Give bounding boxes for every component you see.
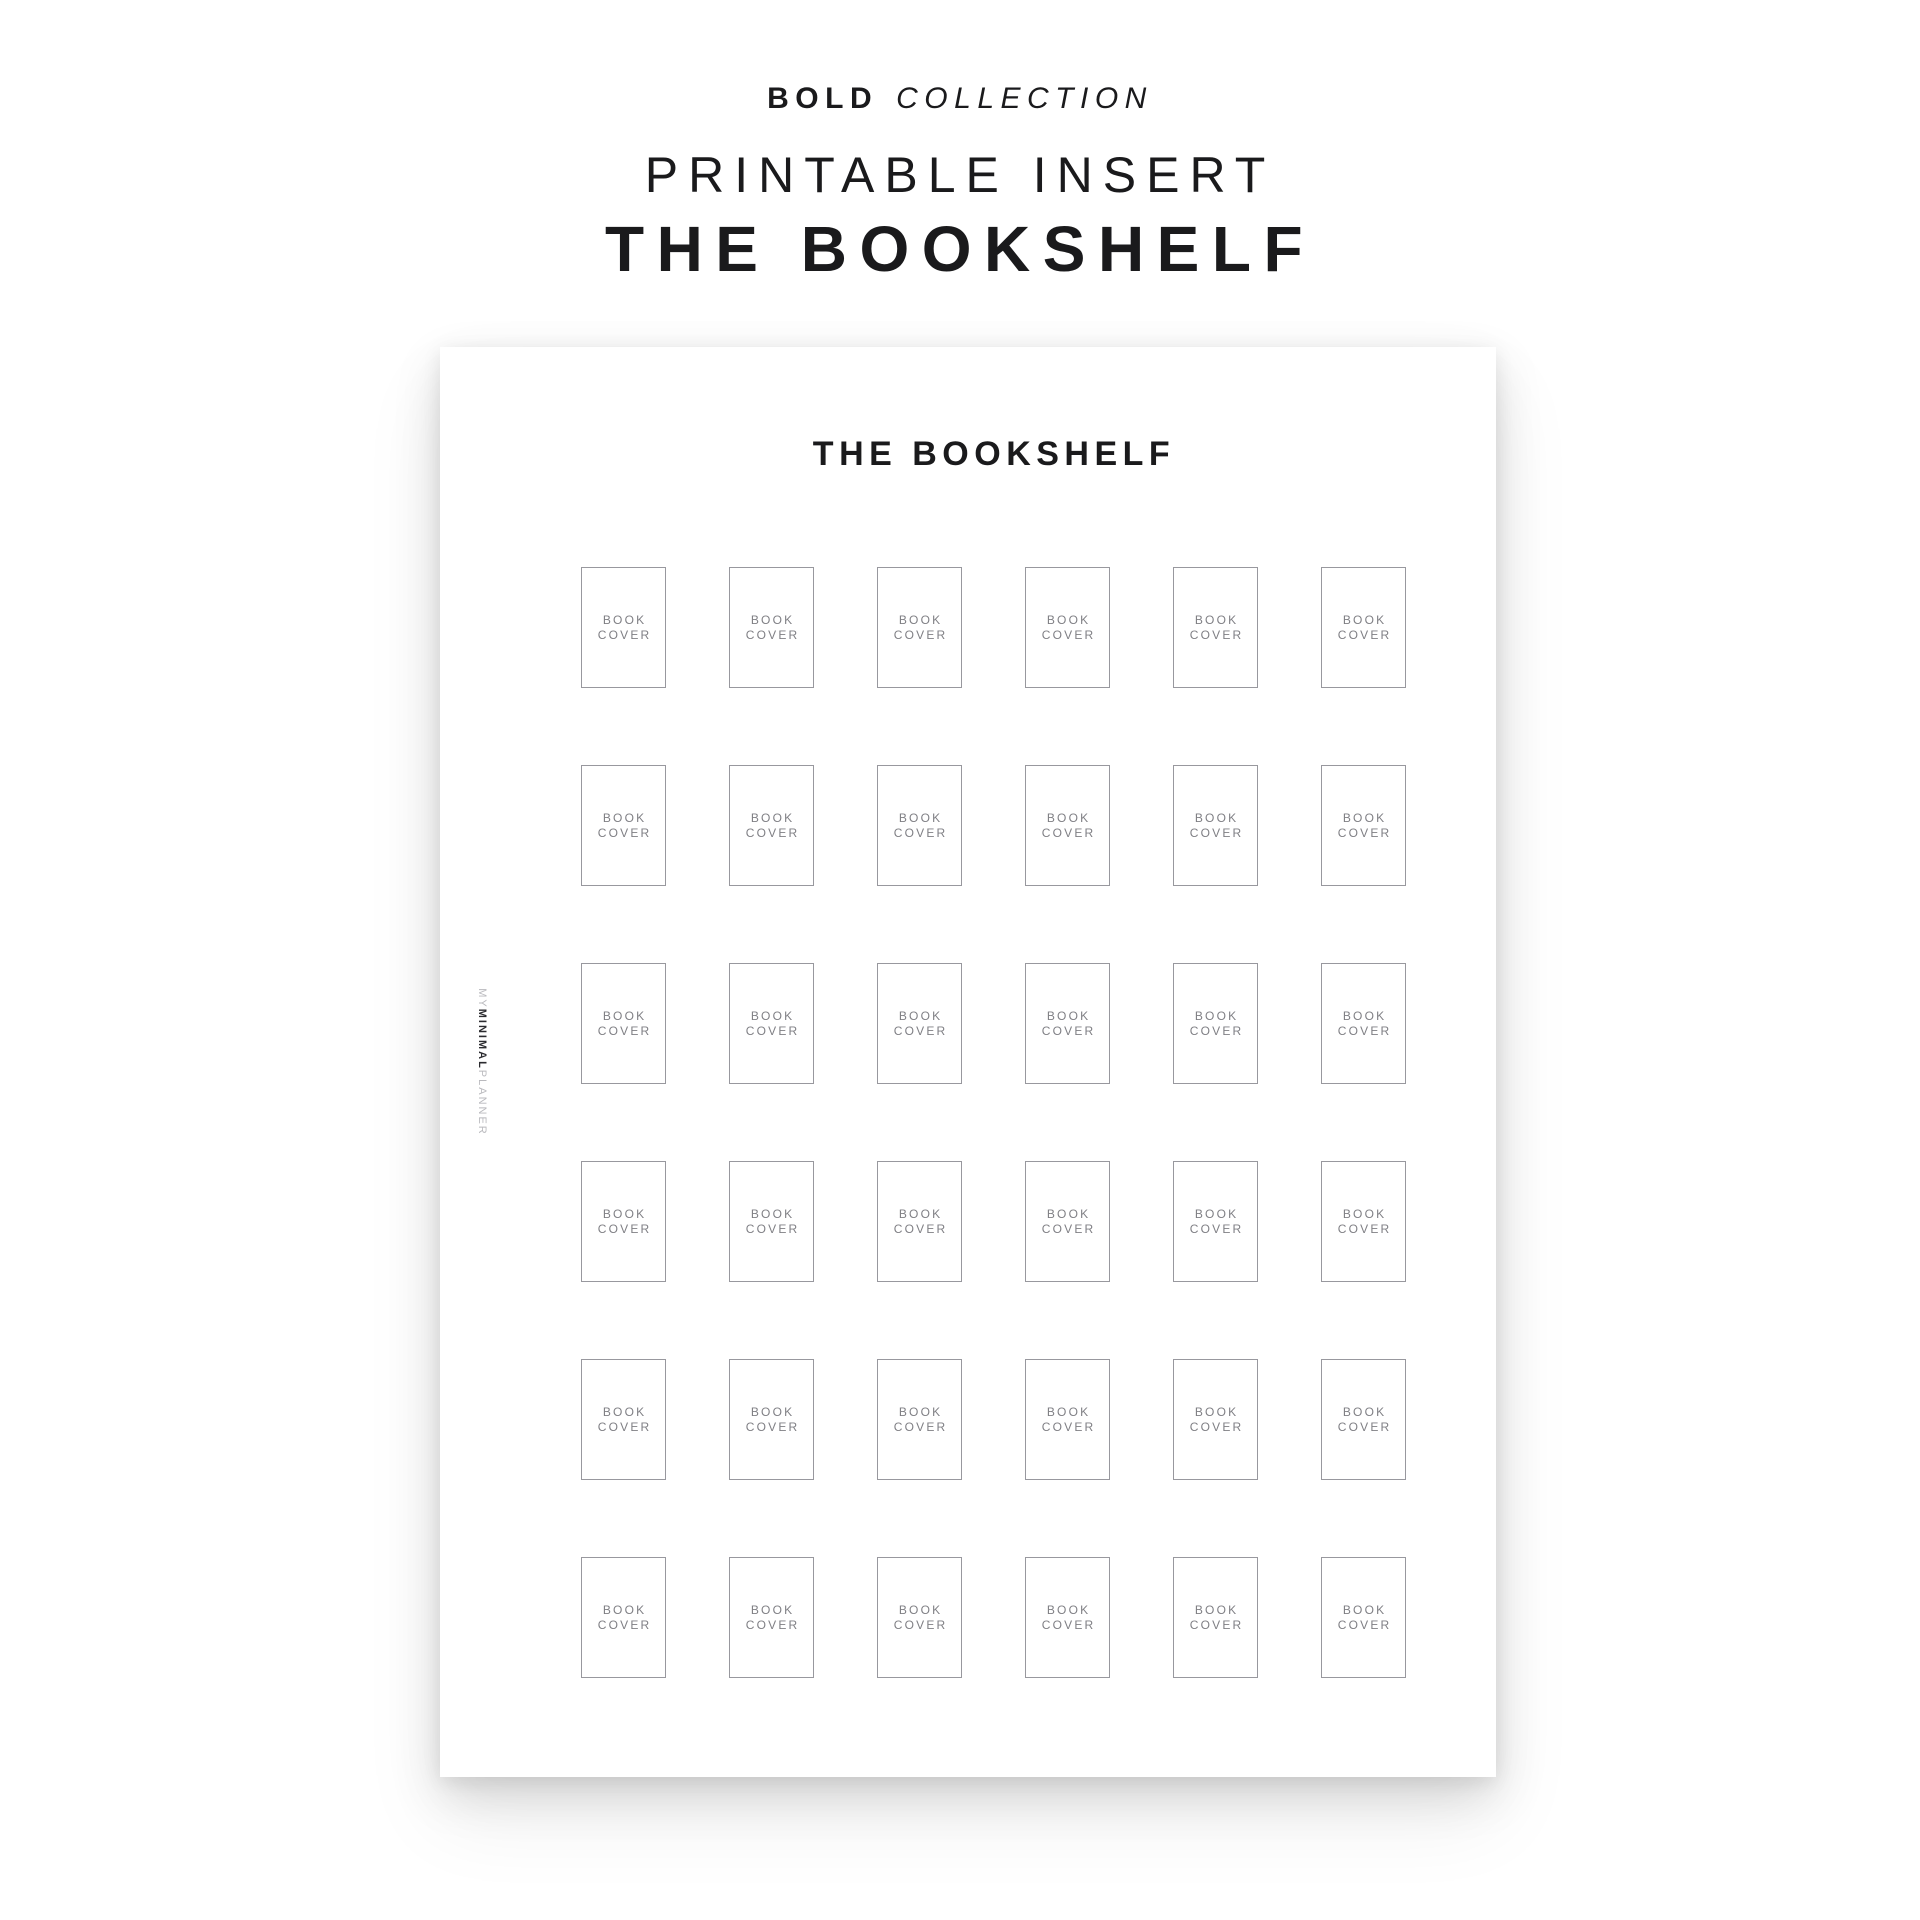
book-cover-slot — [1173, 1557, 1258, 1678]
book-cover-grid — [581, 567, 1406, 1678]
book-cover-slot — [877, 1557, 962, 1678]
book-cover-slot — [877, 963, 962, 1084]
book-cover-slot-label: COVER — [1337, 825, 1392, 840]
book-cover-slot-label: BOOK — [898, 810, 943, 825]
book-cover-slot — [1321, 567, 1406, 688]
book-cover-slot-label: COVER — [1337, 1023, 1392, 1038]
book-cover-slot-label: BOOK — [1342, 1008, 1387, 1023]
book-cover-slot-label: BOOK — [750, 810, 795, 825]
book-cover-slot — [1025, 1359, 1110, 1480]
book-cover-slot — [877, 1161, 962, 1282]
book-cover-slot-label: COVER — [745, 627, 800, 642]
book-cover-slot-label: BOOK — [898, 612, 943, 627]
book-cover-slot-label: BOOK — [1046, 810, 1091, 825]
book-cover-slot-label: BOOK — [1194, 1206, 1239, 1221]
book-cover-slot — [877, 1359, 962, 1480]
header-product-title: THE BOOKSHELF — [604, 213, 1316, 285]
book-cover-slot-label: COVER — [745, 1023, 800, 1038]
book-cover-slot-label: BOOK — [1046, 1206, 1091, 1221]
book-cover-slot-label: BOOK — [602, 1404, 647, 1419]
header-collection-line — [0, 82, 1920, 116]
book-cover-slot-label: COVER — [893, 825, 948, 840]
book-cover-slot-label: BOOK — [1046, 1008, 1091, 1023]
book-cover-slot-label: COVER — [1041, 627, 1096, 642]
book-cover-slot-label: COVER — [745, 1221, 800, 1236]
book-cover-slot — [729, 567, 814, 688]
book-cover-slot-label: BOOK — [1046, 612, 1091, 627]
book-cover-slot — [1173, 963, 1258, 1084]
book-cover-slot-label: BOOK — [1046, 1602, 1091, 1617]
book-cover-slot-label: COVER — [1041, 1221, 1096, 1236]
book-cover-slot — [581, 765, 666, 886]
book-cover-slot-label: COVER — [1041, 825, 1096, 840]
book-cover-slot — [1025, 1161, 1110, 1282]
book-cover-slot-label: COVER — [1337, 1221, 1392, 1236]
book-cover-slot-label: COVER — [1189, 1617, 1244, 1632]
book-cover-slot — [1173, 1161, 1258, 1282]
book-cover-slot-label: BOOK — [602, 810, 647, 825]
brand-watermark-middle: MINIMAL — [476, 1008, 488, 1070]
book-cover-slot — [581, 963, 666, 1084]
book-cover-slot — [877, 567, 962, 688]
book-cover-slot — [877, 765, 962, 886]
book-cover-slot-label: COVER — [1189, 825, 1244, 840]
printable-insert-page — [440, 347, 1496, 1777]
collection-name-bold: BOLD — [767, 82, 879, 115]
book-cover-slot — [1173, 765, 1258, 886]
book-cover-slot-label: BOOK — [1342, 810, 1387, 825]
book-cover-slot-label: BOOK — [898, 1404, 943, 1419]
book-cover-slot-label: COVER — [893, 1221, 948, 1236]
book-cover-slot-label: BOOK — [898, 1206, 943, 1221]
book-cover-slot-label: BOOK — [602, 612, 647, 627]
book-cover-slot-label: COVER — [893, 627, 948, 642]
book-cover-slot — [581, 1161, 666, 1282]
book-cover-slot-label: COVER — [1041, 1023, 1096, 1038]
book-cover-slot — [1321, 765, 1406, 886]
book-cover-slot — [1321, 963, 1406, 1084]
book-cover-slot-label: COVER — [1337, 627, 1392, 642]
book-cover-slot-label: COVER — [597, 1023, 652, 1038]
book-cover-slot-label: COVER — [597, 1221, 652, 1236]
book-cover-slot-label: COVER — [597, 1617, 652, 1632]
book-cover-slot — [1025, 963, 1110, 1084]
book-cover-slot-label: BOOK — [1046, 1404, 1091, 1419]
book-cover-slot-label: COVER — [597, 825, 652, 840]
book-cover-slot-label: BOOK — [1194, 1602, 1239, 1617]
page-title: THE BOOKSHELF — [812, 435, 1176, 473]
book-cover-slot-label: BOOK — [750, 1602, 795, 1617]
book-cover-slot-label: BOOK — [898, 1008, 943, 1023]
book-cover-slot-label: BOOK — [750, 1008, 795, 1023]
book-cover-slot-label: COVER — [745, 1419, 800, 1434]
book-cover-slot-label: COVER — [597, 627, 652, 642]
book-cover-slot — [581, 1557, 666, 1678]
book-cover-slot — [729, 1359, 814, 1480]
book-cover-slot — [1025, 567, 1110, 688]
book-cover-slot — [729, 963, 814, 1084]
header-subtitle: PRINTABLE INSERT — [644, 147, 1276, 203]
book-cover-slot-label: COVER — [1041, 1419, 1096, 1434]
book-cover-slot — [1321, 1161, 1406, 1282]
book-cover-slot-label: COVER — [1189, 1221, 1244, 1236]
book-cover-slot-label: BOOK — [1194, 1008, 1239, 1023]
book-cover-slot — [1173, 1359, 1258, 1480]
book-cover-slot-label: BOOK — [1194, 810, 1239, 825]
book-cover-slot-label: COVER — [1189, 1419, 1244, 1434]
brand-watermark-prefix: MY — [476, 988, 488, 1009]
book-cover-slot-label: BOOK — [602, 1206, 647, 1221]
book-cover-slot — [729, 1557, 814, 1678]
book-cover-slot — [581, 567, 666, 688]
book-cover-slot-label: COVER — [893, 1023, 948, 1038]
book-cover-slot-label: COVER — [1189, 627, 1244, 642]
book-cover-slot — [729, 765, 814, 886]
book-cover-slot-label: COVER — [1337, 1617, 1392, 1632]
book-cover-slot-label: BOOK — [1342, 1602, 1387, 1617]
book-cover-slot-label: COVER — [893, 1419, 948, 1434]
book-cover-slot-label: COVER — [745, 825, 800, 840]
book-cover-slot — [729, 1161, 814, 1282]
book-cover-slot — [1173, 567, 1258, 688]
book-cover-slot-label: COVER — [893, 1617, 948, 1632]
book-cover-slot-label: BOOK — [750, 1206, 795, 1221]
book-cover-slot-label: BOOK — [1194, 612, 1239, 627]
book-cover-slot-label: COVER — [1041, 1617, 1096, 1632]
book-cover-slot-label: BOOK — [1194, 1404, 1239, 1419]
book-cover-slot-label: BOOK — [1342, 612, 1387, 627]
book-cover-slot-label: BOOK — [602, 1602, 647, 1617]
book-cover-slot-label: COVER — [1189, 1023, 1244, 1038]
book-cover-slot-label: BOOK — [1342, 1404, 1387, 1419]
book-cover-slot-label: BOOK — [1342, 1206, 1387, 1221]
book-cover-slot-label: COVER — [597, 1419, 652, 1434]
collection-word-italic: COLLECTION — [896, 82, 1153, 115]
book-cover-slot — [581, 1359, 666, 1480]
book-cover-slot — [1321, 1359, 1406, 1480]
book-cover-slot-label: BOOK — [602, 1008, 647, 1023]
brand-watermark — [476, 988, 488, 1136]
book-cover-slot — [1321, 1557, 1406, 1678]
book-cover-slot-label: BOOK — [750, 612, 795, 627]
brand-watermark-suffix: PLANNER — [476, 1069, 488, 1136]
book-cover-slot-label: BOOK — [750, 1404, 795, 1419]
book-cover-slot-label: COVER — [745, 1617, 800, 1632]
book-cover-slot-label: BOOK — [898, 1602, 943, 1617]
book-cover-slot — [1025, 1557, 1110, 1678]
book-cover-slot — [1025, 765, 1110, 886]
book-cover-slot-label: COVER — [1337, 1419, 1392, 1434]
